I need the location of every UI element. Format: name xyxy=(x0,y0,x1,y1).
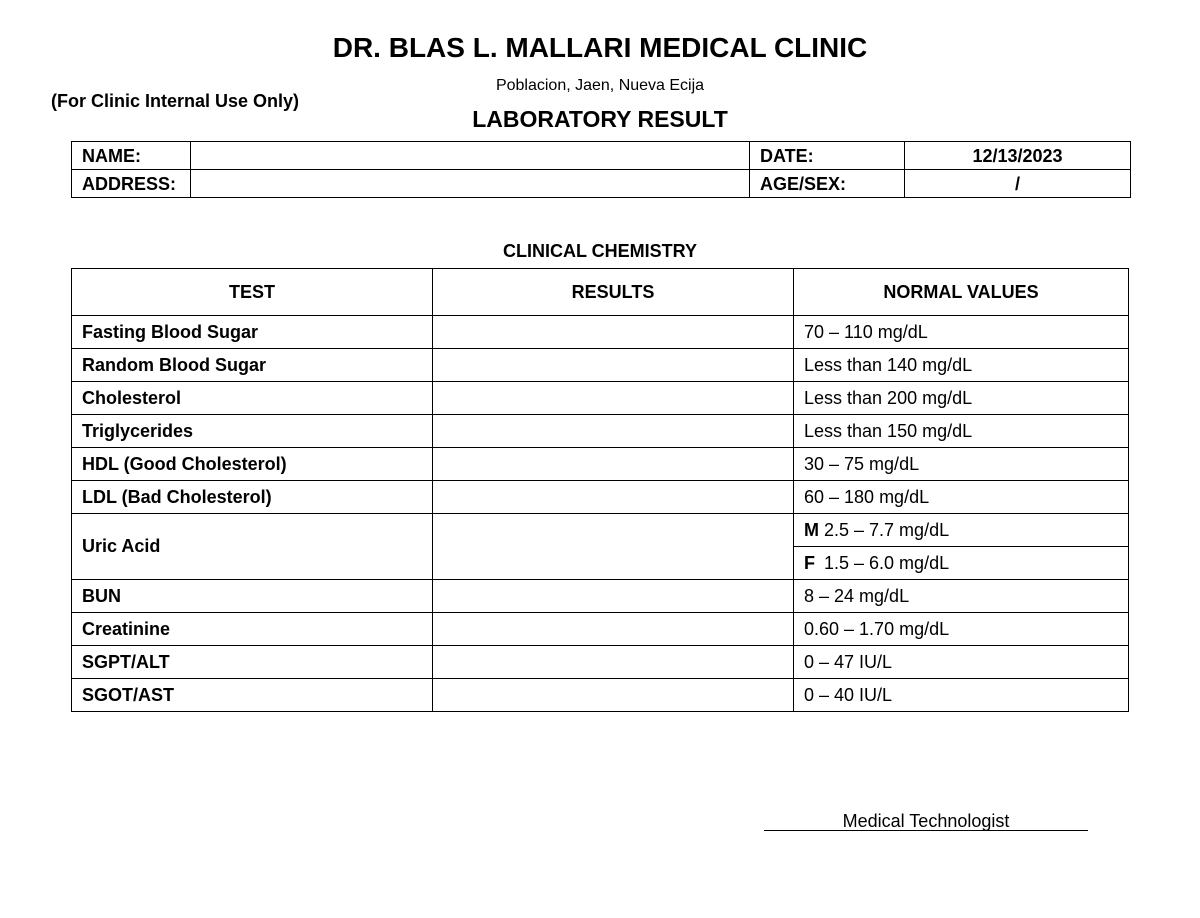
normal-value: Less than 140 mg/dL xyxy=(794,349,1129,382)
test-name: LDL (Bad Cholesterol) xyxy=(72,481,433,514)
normal-value-male xyxy=(794,514,1129,547)
result-cell[interactable] xyxy=(433,613,794,646)
normal-value: 0.60 – 1.70 mg/dL xyxy=(794,613,1129,646)
name-label: NAME: xyxy=(72,142,191,170)
test-name: Uric Acid xyxy=(72,514,433,580)
test-name: SGPT/ALT xyxy=(72,646,433,679)
table-row xyxy=(72,514,1129,547)
test-name: Random Blood Sugar xyxy=(72,349,433,382)
table-row xyxy=(72,481,1129,514)
section-title: CLINICAL CHEMISTRY xyxy=(502,241,697,261)
female-range: 1.5 – 6.0 mg/dL xyxy=(824,552,950,573)
table-row xyxy=(72,382,1129,415)
internal-use-note: (For Clinic Internal Use Only) xyxy=(51,91,300,111)
clinic-address: Poblacion, Jaen, Nueva Ecija xyxy=(495,77,705,94)
result-cell[interactable] xyxy=(433,646,794,679)
test-name: Cholesterol xyxy=(72,382,433,415)
clinical-chemistry-table xyxy=(71,268,1129,712)
normal-value: 70 – 110 mg/dL xyxy=(794,316,1129,349)
table-row xyxy=(72,349,1129,382)
age-sex-field[interactable]: / xyxy=(905,170,1131,198)
normal-value-female xyxy=(794,547,1129,580)
patient-info-table xyxy=(71,141,1131,198)
age-sex-label: AGE/SEX: xyxy=(750,170,905,198)
male-range: 2.5 – 7.7 mg/dL xyxy=(824,519,950,540)
column-header-normal-values: NORMAL VALUES xyxy=(794,269,1129,316)
table-row xyxy=(72,646,1129,679)
normal-value: 0 – 40 IU/L xyxy=(794,679,1129,712)
table-row xyxy=(72,679,1129,712)
date-field[interactable]: 12/13/2023 xyxy=(905,142,1131,170)
column-header-results: RESULTS xyxy=(433,269,794,316)
result-cell[interactable] xyxy=(433,448,794,481)
table-row xyxy=(72,448,1129,481)
report-title: LABORATORY RESULT xyxy=(472,106,728,132)
test-name: BUN xyxy=(72,580,433,613)
normal-value: 60 – 180 mg/dL xyxy=(794,481,1129,514)
address-field[interactable] xyxy=(191,170,750,198)
result-cell[interactable] xyxy=(433,580,794,613)
column-header-test: TEST xyxy=(72,269,433,316)
table-row xyxy=(72,580,1129,613)
patient-row-address xyxy=(72,170,1131,198)
female-label: F xyxy=(804,552,815,573)
table-row xyxy=(72,415,1129,448)
test-name: Triglycerides xyxy=(72,415,433,448)
table-row xyxy=(72,316,1129,349)
result-cell[interactable] xyxy=(433,316,794,349)
result-cell[interactable] xyxy=(433,415,794,448)
clinic-name: DR. BLAS L. MALLARI MEDICAL CLINIC xyxy=(332,32,868,63)
signature-label: Medical Technologist xyxy=(842,811,1010,831)
test-name: Fasting Blood Sugar xyxy=(72,316,433,349)
test-name: SGOT/AST xyxy=(72,679,433,712)
table-header-row xyxy=(72,269,1129,316)
date-label: DATE: xyxy=(750,142,905,170)
result-cell[interactable] xyxy=(433,349,794,382)
name-field[interactable] xyxy=(191,142,750,170)
result-cell[interactable] xyxy=(433,679,794,712)
normal-value: 0 – 47 IU/L xyxy=(794,646,1129,679)
table-row xyxy=(72,613,1129,646)
normal-value: 8 – 24 mg/dL xyxy=(794,580,1129,613)
normal-value: Less than 150 mg/dL xyxy=(794,415,1129,448)
result-cell[interactable] xyxy=(433,382,794,415)
address-label: ADDRESS: xyxy=(72,170,191,198)
result-cell[interactable] xyxy=(433,481,794,514)
patient-row-name xyxy=(72,142,1131,170)
normal-value: Less than 200 mg/dL xyxy=(794,382,1129,415)
test-name: HDL (Good Cholesterol) xyxy=(72,448,433,481)
male-label: M xyxy=(804,519,819,540)
result-cell[interactable] xyxy=(433,514,794,580)
normal-value: 30 – 75 mg/dL xyxy=(794,448,1129,481)
test-name: Creatinine xyxy=(72,613,433,646)
